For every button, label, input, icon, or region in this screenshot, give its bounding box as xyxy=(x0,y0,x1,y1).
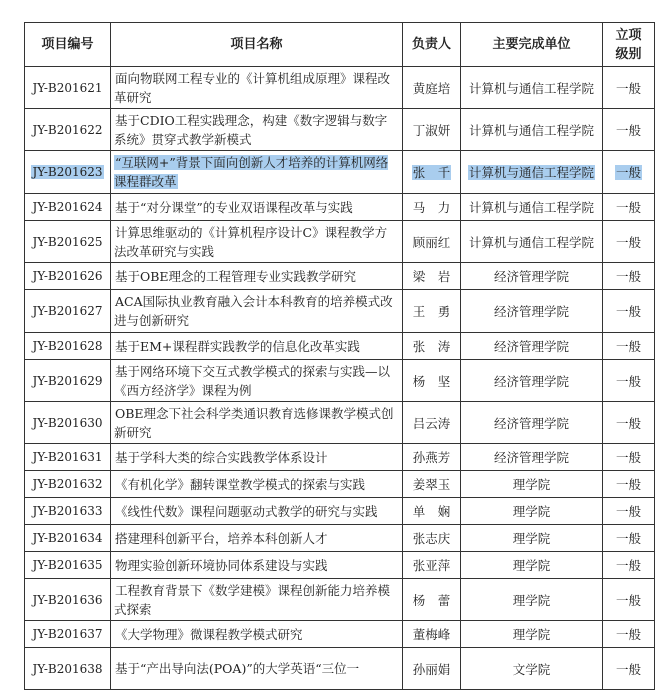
cell-level xyxy=(603,579,655,621)
cell-person-text: 孙燕芳 xyxy=(412,450,451,465)
cell-code xyxy=(25,109,111,151)
cell-name-text: 物理实验创新环境协同体系建设与实践 xyxy=(115,557,328,573)
cell-name xyxy=(111,471,403,498)
cell-name xyxy=(111,290,403,333)
cell-person xyxy=(403,402,461,444)
cell-unit-text: 计算机与通信工程学院 xyxy=(468,165,594,180)
cell-level-text: 一般 xyxy=(615,504,641,519)
cell-unit xyxy=(461,444,603,471)
cell-level-text: 一般 xyxy=(615,122,641,138)
header-level-line2: 级别 xyxy=(615,46,642,62)
cell-code xyxy=(25,360,111,402)
cell-code xyxy=(25,471,111,498)
table-row xyxy=(25,471,655,498)
cell-person xyxy=(403,221,461,263)
cell-code xyxy=(25,290,111,333)
cell-person-text: 黄庭培 xyxy=(412,80,451,96)
table-row xyxy=(25,360,655,402)
cell-code xyxy=(25,552,111,579)
cell-code-text: JY-B201625 xyxy=(32,234,103,249)
cell-level-text: 一般 xyxy=(615,661,641,677)
cell-unit xyxy=(461,109,603,151)
cell-level-text: 一般 xyxy=(615,477,641,492)
cell-unit xyxy=(461,194,603,221)
cell-code xyxy=(25,67,111,109)
cell-unit-text: 经济管理学院 xyxy=(493,373,569,389)
cell-code xyxy=(25,579,111,621)
cell-person xyxy=(403,621,461,648)
cell-name-text: 基于“产出导向法(POA)”的大学英语“三位一 xyxy=(115,661,360,676)
cell-unit-text: 计算机与通信工程学院 xyxy=(468,200,594,215)
cell-person xyxy=(403,67,461,109)
cell-code-text: JY-B201621 xyxy=(32,80,103,95)
table-row xyxy=(25,194,655,221)
cell-level xyxy=(603,444,655,471)
cell-level-text: 一般 xyxy=(615,450,641,465)
table-row xyxy=(25,498,655,525)
cell-level xyxy=(603,498,655,525)
table-header-row xyxy=(25,23,655,67)
cell-level xyxy=(603,290,655,333)
cell-unit-text: 理学院 xyxy=(512,627,551,642)
cell-code xyxy=(25,498,111,525)
cell-unit-text: 文学院 xyxy=(512,661,551,677)
table-row xyxy=(25,402,655,444)
cell-name xyxy=(111,67,403,109)
cell-level-text: 一般 xyxy=(615,415,641,431)
cell-unit xyxy=(461,552,603,579)
cell-level-text: 一般 xyxy=(615,234,641,250)
cell-name-text: OBE理念下社会科学类通识教育选修课教学模式创新研究 xyxy=(114,405,394,440)
cell-person xyxy=(403,444,461,471)
cell-person-text: 张亚萍 xyxy=(412,558,451,573)
cell-level xyxy=(603,621,655,648)
cell-code-text: JY-B201635 xyxy=(32,558,103,572)
cell-level xyxy=(603,471,655,498)
cell-unit xyxy=(461,648,603,690)
cell-code xyxy=(25,648,111,690)
cell-level xyxy=(603,552,655,579)
cell-person-text: 吕云涛 xyxy=(412,415,451,431)
cell-code-text: JY-B201631 xyxy=(32,450,103,464)
cell-unit-text: 经济管理学院 xyxy=(493,450,569,465)
cell-name-text: 基于CDIO工程实践理念，构建《数字逻辑与数字系统》贯穿式教学新模式 xyxy=(114,112,388,147)
cell-unit-text: 计算机与通信工程学院 xyxy=(468,234,594,250)
cell-person xyxy=(403,151,461,194)
cell-unit xyxy=(461,360,603,402)
cell-code-text: JY-B201622 xyxy=(32,122,103,137)
cell-person-text: 顾丽红 xyxy=(412,234,451,250)
table-row xyxy=(25,151,655,194)
cell-person-text: 王 勇 xyxy=(412,304,451,319)
cell-person xyxy=(403,471,461,498)
table-row xyxy=(25,333,655,360)
table-row xyxy=(25,290,655,333)
table-row xyxy=(25,263,655,290)
cell-code xyxy=(25,263,111,290)
cell-code-text: JY-B201623 xyxy=(32,165,103,179)
cell-level-text: 一般 xyxy=(615,269,641,284)
cell-person xyxy=(403,552,461,579)
cell-unit-text: 经济管理学院 xyxy=(493,269,569,284)
table-row xyxy=(25,621,655,648)
cell-code-text: JY-B201633 xyxy=(32,504,103,518)
cell-level-text: 一般 xyxy=(615,627,641,642)
cell-person-text: 杨 蕾 xyxy=(412,592,451,608)
table-row xyxy=(25,109,655,151)
cell-person xyxy=(403,525,461,552)
cell-name xyxy=(111,263,403,290)
cell-level xyxy=(603,402,655,444)
table-row xyxy=(25,525,655,552)
cell-level-text: 一般 xyxy=(615,558,641,573)
cell-level xyxy=(603,194,655,221)
cell-code-text: JY-B201632 xyxy=(32,477,103,491)
cell-unit-text: 理学院 xyxy=(512,558,551,573)
cell-level xyxy=(603,648,655,690)
cell-level xyxy=(603,263,655,290)
cell-person-text: 丁淑妍 xyxy=(412,122,451,138)
cell-code xyxy=(25,444,111,471)
cell-person xyxy=(403,360,461,402)
table-row xyxy=(25,444,655,471)
cell-unit xyxy=(461,579,603,621)
cell-code-text: JY-B201636 xyxy=(32,592,103,607)
cell-code xyxy=(25,402,111,444)
cell-unit xyxy=(461,290,603,333)
cell-level xyxy=(603,525,655,552)
cell-person-text: 张志庆 xyxy=(412,531,451,546)
cell-name xyxy=(111,402,403,444)
cell-unit xyxy=(461,471,603,498)
cell-person xyxy=(403,579,461,621)
cell-code xyxy=(25,194,111,221)
cell-name-text: 工程教育背景下《数学建模》课程创新能力培养模式探索 xyxy=(114,582,391,617)
cell-code xyxy=(25,221,111,263)
cell-code-text: JY-B201629 xyxy=(32,373,103,388)
cell-person-text: 董梅峰 xyxy=(412,627,451,642)
cell-person xyxy=(403,290,461,333)
cell-code xyxy=(25,621,111,648)
cell-name xyxy=(111,444,403,471)
cell-code-text: JY-B201626 xyxy=(32,269,103,283)
cell-unit xyxy=(461,151,603,194)
cell-name xyxy=(111,648,403,690)
cell-name xyxy=(111,621,403,648)
table-row xyxy=(25,552,655,579)
cell-person-text: 杨 坚 xyxy=(412,373,451,389)
cell-code-text: JY-B201634 xyxy=(32,531,103,545)
cell-person xyxy=(403,498,461,525)
cell-code-text: JY-B201627 xyxy=(32,304,103,318)
cell-code xyxy=(25,151,111,194)
cell-unit xyxy=(461,67,603,109)
cell-person xyxy=(403,263,461,290)
cell-code-text: JY-B201628 xyxy=(32,339,103,353)
cell-name-text: 基于学科大类的综合实践教学体系设计 xyxy=(115,449,328,465)
table-row xyxy=(25,67,655,109)
cell-level-text: 一般 xyxy=(615,200,641,215)
cell-name-text: 计算思维驱动的《计算机程序设计C》课程教学方法改革研究与实践 xyxy=(114,224,388,259)
cell-level-text: 一般 xyxy=(615,304,641,319)
cell-level xyxy=(603,109,655,151)
cell-name xyxy=(111,221,403,263)
cell-name xyxy=(111,109,403,151)
cell-unit-text: 计算机与通信工程学院 xyxy=(468,122,594,138)
cell-name-text: 基于“对分课堂”的专业双语课程改革与实践 xyxy=(115,199,353,215)
cell-name-text: 《大学物理》微课程教学模式研究 xyxy=(115,626,303,642)
header-code: 项目编号 xyxy=(25,23,111,67)
cell-code-text: JY-B201624 xyxy=(32,200,103,214)
cell-name-text: 《线性代数》课程问题驱动式教学的研究与实践 xyxy=(115,503,378,519)
cell-name-text: 《有机化学》翻转课堂教学模式的探索与实践 xyxy=(115,476,366,492)
cell-level-text: 一般 xyxy=(615,531,641,546)
cell-person-text: 孙丽娟 xyxy=(412,661,451,677)
cell-level xyxy=(603,151,655,194)
cell-code xyxy=(25,525,111,552)
cell-level xyxy=(603,360,655,402)
cell-unit xyxy=(461,402,603,444)
cell-name-text: 基于EM+课程群实践教学的信息化改革实践 xyxy=(115,338,360,354)
cell-name-text: 基于网络环境下交互式教学模式的探索与实践—以《西方经济学》课程为例 xyxy=(114,363,391,398)
cell-unit-text: 经济管理学院 xyxy=(493,339,569,354)
cell-unit-text: 理学院 xyxy=(512,477,551,492)
cell-name xyxy=(111,498,403,525)
header-person: 负责人 xyxy=(403,23,461,67)
cell-person xyxy=(403,109,461,151)
header-unit: 主要完成单位 xyxy=(461,23,603,67)
cell-level-text: 一般 xyxy=(615,339,641,354)
header-name: 项目名称 xyxy=(111,23,403,67)
cell-code-text: JY-B201630 xyxy=(32,415,103,430)
table-row xyxy=(25,648,655,690)
cell-person-text: 张 涛 xyxy=(412,339,451,354)
cell-person xyxy=(403,648,461,690)
cell-person-text: 张 千 xyxy=(412,165,451,180)
cell-unit-text: 计算机与通信工程学院 xyxy=(468,80,594,96)
cell-unit xyxy=(461,498,603,525)
cell-name xyxy=(111,579,403,621)
cell-level-text: 一般 xyxy=(615,373,641,389)
cell-unit-text: 理学院 xyxy=(512,504,551,519)
cell-unit xyxy=(461,221,603,263)
cell-unit-text: 经济管理学院 xyxy=(493,415,569,431)
cell-code xyxy=(25,333,111,360)
cell-name-text: 面向物联网工程专业的《计算机组成原理》课程改革研究 xyxy=(114,70,391,105)
project-table xyxy=(24,22,655,690)
cell-level-text: 一般 xyxy=(615,80,641,96)
table-row xyxy=(25,221,655,263)
cell-name xyxy=(111,333,403,360)
cell-name xyxy=(111,360,403,402)
header-level xyxy=(603,23,655,67)
cell-unit xyxy=(461,621,603,648)
cell-name-text: 搭建理科创新平台，培养本科创新人才 xyxy=(115,530,328,546)
cell-name xyxy=(111,525,403,552)
cell-unit xyxy=(461,263,603,290)
cell-level xyxy=(603,67,655,109)
cell-code-text: JY-B201637 xyxy=(32,627,103,641)
cell-name-text: ACA国际执业教育融入会计本科教育的培养模式改进与创新研究 xyxy=(114,294,393,328)
cell-level xyxy=(603,333,655,360)
cell-unit-text: 理学院 xyxy=(512,592,551,608)
cell-person xyxy=(403,333,461,360)
cell-level xyxy=(603,221,655,263)
cell-name-text: “互联网+”背景下面向创新人才培养的计算机网络课程群改革 xyxy=(114,155,389,189)
cell-name xyxy=(111,194,403,221)
cell-person-text: 马 力 xyxy=(412,200,451,215)
cell-unit xyxy=(461,525,603,552)
cell-name-text: 基于OBE理念的工程管理专业实践教学研究 xyxy=(115,268,357,284)
table-row xyxy=(25,579,655,621)
cell-person-text: 单 娴 xyxy=(412,504,451,519)
cell-code-text: JY-B201638 xyxy=(32,661,103,676)
cell-unit-text: 理学院 xyxy=(512,531,551,546)
cell-unit xyxy=(461,333,603,360)
header-level-line1: 立项 xyxy=(615,27,642,43)
cell-person-text: 梁 岩 xyxy=(412,269,451,284)
cell-name xyxy=(111,552,403,579)
cell-unit-text: 经济管理学院 xyxy=(493,304,569,319)
cell-person xyxy=(403,194,461,221)
cell-name xyxy=(111,151,403,194)
cell-person-text: 姜翠玉 xyxy=(412,477,451,492)
cell-level-text: 一般 xyxy=(615,165,641,180)
cell-level-text: 一般 xyxy=(615,592,641,608)
